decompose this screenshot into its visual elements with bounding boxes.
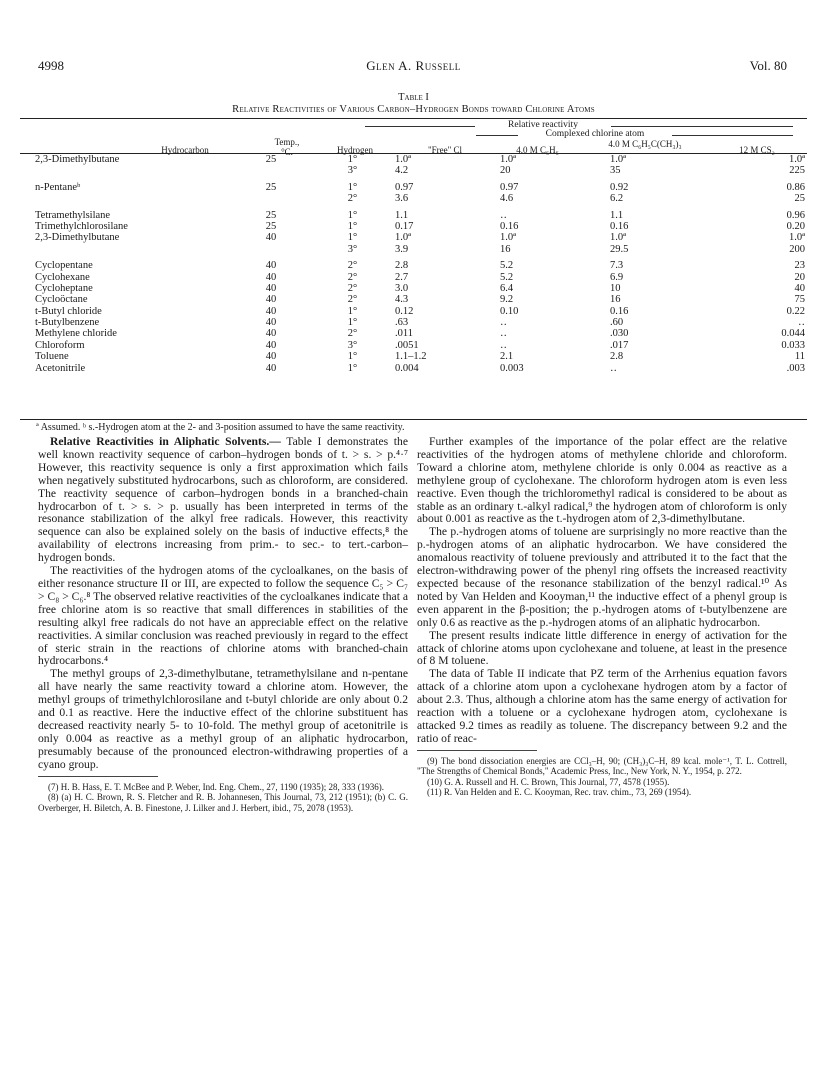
- table-row: [35, 363, 815, 374]
- table-cell: [35, 193, 232, 204]
- table-cell: 0.16: [500, 220, 519, 232]
- table-cell: .60: [610, 317, 624, 329]
- footnote-11: (11) R. Van Helden and E. C. Kooyman, Rec. trav. chim., 73, 269 (1954).: [427, 787, 692, 798]
- table-cell: 5.2: [500, 271, 514, 283]
- table-cell: Cyclohexane: [35, 271, 90, 283]
- footnote-rule-right: [417, 750, 537, 751]
- table-cell: [35, 244, 232, 255]
- table-cell: 20: [794, 271, 805, 283]
- left-para-2: The reactivities of the hydrogen atoms of the cycloalkanes, on the basis of either resonance structure II or III, are expected to follow the sequence C₅ > C₇ > C₈ > C₆.⁸ The observed relative reactivities of the cycloalkanes indicate that a free chlorine atom is so reactive that small differences in stabilities of the resulting alkyl free radicals do not have an appreciable effect on the relative reactivities. A similar conclusion was reached previously in regard to the effect of steric strain in the reactions of chlorine atoms with branched-chain hydrocarbons.⁴: [38, 564, 408, 668]
- table-cell: 23: [794, 260, 805, 272]
- table-cell: 1°: [347, 209, 358, 221]
- table-cell: 2.7: [395, 271, 409, 283]
- table-cell: 0.92: [610, 181, 629, 193]
- table-cell: 0.22: [786, 305, 805, 317]
- table-cell: 0.003: [500, 362, 524, 374]
- left-para-3: The methyl groups of 2,3-dimethylbutane, tetramethylsilane and n-pentane all have nearly the same reactivity toward a chlorine atom. However, the methyl groups of trimethylchlorosilane and t-butyl chloride are only about 0.2 and 0.1 as reactive. Here the inductive effect of the chlorine substituent has decreased reactivity nearly 5- to 10-fold. The methyl group of acetonitrile is only 0.004 as reactive as a methyl group of an aliphatic hydrocarbon, presumably because of the pronounced electron-withdrawing properties of a cyano group.: [38, 667, 408, 771]
- col-header-benzene: 4.0 M C₆H₆: [516, 145, 559, 155]
- table-cell: Toluene: [35, 351, 69, 363]
- table-cell: 2,3-Dimethylbutane: [35, 154, 120, 165]
- table-cell: ‥: [610, 362, 618, 374]
- table-row: [35, 272, 815, 283]
- table-row: [35, 351, 815, 362]
- table-cell: 40: [265, 351, 277, 363]
- table-cell: 1.0ª: [500, 232, 517, 244]
- table-bottom-rule: [20, 419, 807, 420]
- span-relative-reactivity: Relative reactivity: [508, 120, 578, 130]
- table-cell: 20: [500, 165, 511, 177]
- table-cell: 0.10: [500, 305, 519, 317]
- col-header-cs2: 12 M CS₂: [739, 145, 775, 155]
- table-cell: 6.9: [610, 271, 624, 283]
- span-rule-left: [365, 126, 475, 127]
- table-cell: Chloroform: [35, 339, 85, 351]
- table-row: [35, 221, 815, 232]
- table-cell: Trimethylchlorosilane: [35, 220, 128, 232]
- table-row: [35, 154, 815, 165]
- table-cell: 2°: [347, 193, 358, 205]
- table-cell: 10: [610, 282, 621, 294]
- table-cell: 225: [789, 165, 805, 177]
- table-cell: 4.3: [395, 294, 409, 306]
- table-cell: 0.97: [395, 181, 414, 193]
- table-row: [35, 244, 815, 255]
- table-cell: Cyclopentane: [35, 260, 93, 272]
- table-cell: 40: [265, 362, 277, 374]
- table-cell: 40: [265, 232, 277, 244]
- table-row: [35, 193, 815, 204]
- table-cell: 0.004: [395, 362, 419, 374]
- table-cell: 200: [789, 243, 805, 255]
- span-complexed-chlorine: Complexed chlorine atom: [545, 129, 645, 139]
- volume-label: Vol. 80: [749, 58, 787, 73]
- table-cell: 35: [610, 165, 621, 177]
- right-para-4: The data of Table II indicate that PZ term of the Arrhenius equation favors attack of a chlorine atom upon a cyclohexane hydrogen atom by a factor of about 2.3. Thus, although a chlorine atom has the same energy of activation for reaction with a toluene or a cyclohexane hydrogen atom, cyclohexane is attacked 9.2 times as readily as toluene. The discrepancy between 9.2 and the ratio of reac-: [417, 667, 787, 745]
- table-cell: ‥: [500, 317, 508, 329]
- table-cell: 0.20: [786, 220, 805, 232]
- table-row: [35, 306, 815, 317]
- table-cell: 16: [500, 243, 511, 255]
- table-cell: [232, 244, 310, 255]
- col-header-hydrogen: Hydrogen: [337, 145, 373, 155]
- table-cell: 1.1–1.2: [395, 351, 427, 363]
- table-cell: 1°: [347, 305, 358, 317]
- table-cell: 1.0ª: [788, 232, 805, 244]
- right-text-column: [417, 436, 787, 798]
- table-cell: 0.16: [610, 220, 629, 232]
- page-number: 4998: [38, 58, 64, 73]
- table-cell: 1.0ª: [788, 154, 805, 165]
- right-para-1: Further examples of the importance of the polar effect are the relative reactivities of the hydrogen atoms of methylene chloride and chloroform. Toward a chlorine atom, methylene chloride is only 0.004 as reactive as a methylene group of cyclohexane. The chloroform hydrogen atom is even less reactive. Even though the trichloromethyl radical is considered to be about as stable as an ordinary t.-alkyl radical,⁹ the hydrogen atom of chloroform is only about 0.001 as reactive as the t.-hydrogen atom of 2,3-dimethylbutane.: [417, 435, 787, 526]
- table-cell: [232, 193, 310, 204]
- table-cell: 1.1: [395, 209, 409, 221]
- footnote-7: (7) H. B. Hass, E. T. McBee and P. Weber, Ind. Eng. Chem., 27, 1190 (1935); 28, 333 (1936).: [48, 781, 385, 792]
- table-row: [35, 210, 815, 221]
- table-row: [35, 328, 815, 339]
- table-cell: .003: [786, 362, 805, 374]
- left-footnotes: [38, 782, 408, 814]
- table-cell: ‥: [797, 317, 805, 329]
- col-header-hydrocarbon: Hydrocarbon: [161, 145, 209, 155]
- table-cell: 25: [265, 181, 277, 193]
- table-cell: 1.1: [610, 209, 624, 221]
- table-cell: 40: [794, 282, 805, 294]
- table-cell: .017: [610, 339, 629, 351]
- table-cell: 25: [265, 154, 277, 165]
- table-cell: 2.8: [395, 260, 409, 272]
- table-cell: 1°: [347, 220, 358, 232]
- table-cell: [232, 165, 310, 176]
- table-cell: 0.17: [395, 220, 414, 232]
- table-cell: 2.1: [500, 351, 514, 363]
- table-cell: Methylene chloride: [35, 328, 117, 340]
- table-cell: .011: [395, 328, 413, 340]
- table-cell: t-Butyl chloride: [35, 305, 102, 317]
- section-title: Relative Reactivities in Aliphatic Solvents.—: [50, 435, 281, 448]
- table-top-rule: [20, 118, 807, 119]
- table-cell: 1°: [347, 154, 358, 165]
- table-cell: 3°: [347, 339, 358, 351]
- left-para-1: Table I demonstrates the well known reactivity sequence of carbon–hydrogen bonds of t. > s. > p.⁴·⁷ However, this reactivity sequence is only a first approximation which fails when negatively substituted hydrocarbons, such as chloroform, are considered. The reactivity sequence of carbon–hydrogen bonds in a branched-chain hydrocarbon of t. > s. > p. usually has been interpreted in terms of the resonance stabilization of the alkyl free radicals. However, this reactivity sequence can also be explained solely on the basis of inductive effects,⁸ the availability of electrons increasing from prim.- to sec.- to tert.-carbon–hydrogen bonds.: [38, 435, 408, 565]
- table-cell: 1°: [347, 362, 358, 374]
- table-cell: ‥: [500, 339, 508, 351]
- table-cell: 0.96: [786, 209, 805, 221]
- table-cell: 11: [794, 351, 805, 363]
- table-cell: 29.5: [610, 243, 629, 255]
- table-footnote: ª Assumed. ᵇ s.-Hydrogen atom at the 2- and 3-position assumed to have the same reactivity.: [36, 422, 405, 433]
- table-cell: 40: [265, 339, 277, 351]
- table-cell: 40: [265, 294, 277, 306]
- table-row: [35, 317, 815, 328]
- table-cell: 1.0ª: [395, 154, 412, 165]
- footnote-9: (9) The bond dissociation energies are CCl₃–H, 90; (CH₃)₃C–H, 89 kcal. mole⁻¹, T. L. Cottrell, "The Strengths of Chemical Bonds," Academic Press, Inc., New York, N. Y., 1954, p. 272.: [417, 755, 787, 777]
- right-footnotes: [417, 756, 787, 798]
- table-cell: 6.4: [500, 282, 514, 294]
- table-cell: 16: [610, 294, 621, 306]
- table-cell: 9.2: [500, 294, 514, 306]
- table-cell: 40: [265, 282, 277, 294]
- table-cell: 0.16: [610, 305, 629, 317]
- table-cell: ‥: [500, 328, 508, 340]
- table-cell: Acetonitrile: [35, 362, 86, 374]
- table-cell: 2°: [347, 328, 358, 340]
- table-cell: 40: [265, 305, 277, 317]
- table-row: [35, 182, 815, 193]
- table-cell: 1°: [347, 317, 358, 329]
- table-cell: 5.2: [500, 260, 514, 272]
- reactivity-table: [35, 154, 815, 374]
- table-cell: 3°: [347, 165, 358, 177]
- table-cell: [35, 165, 232, 176]
- footnote-10: (10) G. A. Russell and H. C. Brown, This Journal, 77, 4578 (1955).: [427, 776, 670, 787]
- right-para-2: The p.-hydrogen atoms of toluene are surprisingly no more reactive than the p.-hydrogen atoms of an aliphatic hydrocarbon. We have considered the anomalous reactivity of toluene previously and attributed it to the fact that the electron-withdrawing power of the phenyl ring offsets the increased reactivity expected because of the resonance stabilization of the benzyl radical.¹⁰ As noted by Van Helden and Kooyman,¹¹ the inductive effect of a phenyl group is even apparent in the β-position; the p.-hydrogen atoms of t-butylbenzene are only 0.6 as reactive as the p.-hydrogen atoms of an aliphatic hydrocarbon.: [417, 525, 787, 629]
- table-cell: 1.0ª: [500, 154, 517, 165]
- span-rule-complexed-left: [476, 135, 518, 136]
- table-cell: 2,3-Dimethylbutane: [35, 232, 120, 244]
- table-cell: 6.2: [610, 193, 624, 205]
- footnote-8: (8) (a) H. C. Brown, R. S. Fletcher and R. B. Johannesen, This Journal, 73, 212 (1951); (b) C. G. Overberger, H. Biletch, A. B. Finestone, J. Lilker and J. Herbert, ibid., 75, 2078 (1953).: [38, 792, 408, 813]
- table-caption: Relative Reactivities of Various Carbon–Hydrogen Bonds toward Chlorine Atoms: [232, 104, 595, 115]
- table-cell: .63: [395, 317, 409, 329]
- table-cell: 25: [265, 220, 277, 232]
- table-row: [35, 283, 815, 294]
- span-rule-complexed-right: [672, 135, 793, 136]
- table-cell: 4.6: [500, 193, 514, 205]
- right-para-3: The present results indicate little difference in energy of activation for the attack of chlorine atoms upon cyclohexane and toluene, at least in the presence of 8 M toluene.: [417, 628, 787, 668]
- table-row: [35, 232, 815, 243]
- table-cell: 4.2: [395, 165, 409, 177]
- table-cell: 3.6: [395, 193, 409, 205]
- table-cell: 75: [794, 294, 805, 306]
- col-header-t-butylbenzene: 4.0 M C₆H₅C(CH₃)₃: [608, 139, 682, 149]
- running-head-author: Glen A. Russell: [366, 58, 461, 73]
- table-cell: 40: [265, 317, 277, 329]
- table-cell: 2°: [347, 260, 358, 272]
- table-cell: 1°: [347, 181, 358, 193]
- table-cell: ‥: [500, 209, 508, 221]
- table-row: [35, 165, 815, 176]
- table-cell: 1°: [347, 232, 358, 244]
- table-cell: 1.0ª: [610, 232, 627, 244]
- table-cell: 0.033: [781, 339, 805, 351]
- table-row: [35, 294, 815, 305]
- table-cell: 0.12: [395, 305, 414, 317]
- table-cell: 40: [265, 328, 277, 340]
- table-cell: 3.9: [395, 243, 409, 255]
- table-cell: 25: [794, 193, 805, 205]
- table-cell: Tetramethylsilane: [35, 209, 111, 221]
- table-cell: 3°: [347, 243, 358, 255]
- table-cell: 25: [265, 209, 277, 221]
- span-rule-right: [611, 126, 793, 127]
- table-cell: 1.0ª: [395, 232, 412, 244]
- table-cell: n-Pentaneᵇ: [35, 181, 81, 193]
- table-cell: .0051: [395, 339, 419, 351]
- col-header-temp: Temp., °C.: [274, 137, 300, 157]
- table-row: [35, 260, 815, 271]
- table-cell: 1.0ª: [610, 154, 627, 165]
- table-cell: 1°: [347, 351, 358, 363]
- left-text-column: [38, 436, 408, 813]
- table-cell: 2.8: [610, 351, 624, 363]
- table-cell: 40: [265, 271, 277, 283]
- table-cell: Cycloheptane: [35, 282, 93, 294]
- table-cell: 3.0: [395, 282, 409, 294]
- table-cell: t-Butylbenzene: [35, 317, 100, 329]
- table-cell: 2°: [347, 294, 358, 306]
- table-cell: .030: [610, 328, 629, 340]
- table-cell: 0.86: [786, 181, 805, 193]
- table-cell: 7.3: [610, 260, 624, 272]
- table-cell: 2°: [347, 282, 358, 294]
- table-cell: Cycloöctane: [35, 294, 88, 306]
- table-row: [35, 340, 815, 351]
- table-cell: 40: [265, 260, 277, 272]
- table-label: Table I: [398, 92, 429, 103]
- table-cell: 0.044: [781, 328, 805, 340]
- col-header-free-cl: "Free" Cl: [427, 145, 463, 155]
- table-cell: 0.97: [500, 181, 519, 193]
- table-cell: 2°: [347, 271, 358, 283]
- footnote-rule-left: [38, 776, 158, 777]
